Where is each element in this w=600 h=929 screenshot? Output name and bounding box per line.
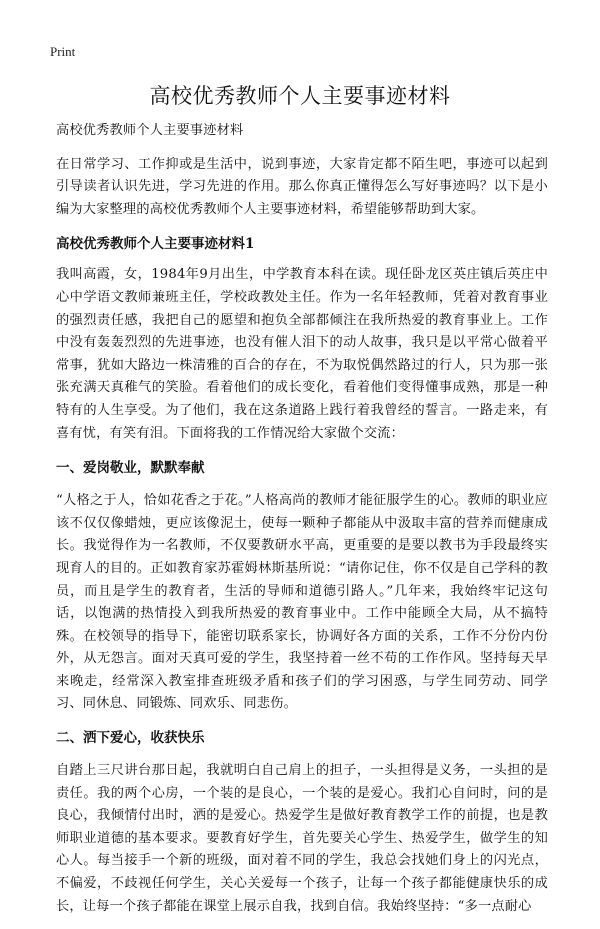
section-body-2: 自踏上三尺讲台那日起，我就明白自己肩上的担子，一头担得是义务，一头担的是责任。我的两个心房，一个装的是良心，一个装的是爱心。我扪心自问时，问的是良心，我倾情付出时，洒的是爱心。热爱学生是做好教育教学工作的前提，也是教师职业道德的基本要求。要教育好学生，首先要关心学生、热爱学生，做学生的知心人。每当接手一个新的班级，面对着不同的学生，我总会找她们身上的闪光点，不偏爱，不歧视任何学生，关心关爱每一个孩子，让每一个孩子都能健康快乐的成长，让每一个孩子都能在课堂上展示自我，找到自信。我始终坚持：“多一点耐心 — [56, 763, 548, 914]
article-heading: 高校优秀教师个人主要事迹材料1 — [56, 236, 255, 253]
intro-paragraph: 在日常学习、工作抑或是生活中，说到事迹，大家肯定都不陌生吧，事迹可以起到引导读者认识先进，学习先进的作用。那么你真正懂得怎么写好事迹吗？以下是小编为大家整理的高校优秀教师个人主要事迹材料，希望能够帮助到大家。 — [56, 156, 548, 217]
subtitle: 高校优秀教师个人主要事迹材料 — [56, 123, 244, 138]
section-heading-2: 二、洒下爱心，收获快乐 — [56, 730, 205, 747]
section-heading-1: 一、爱岗敬业，默默奉献 — [56, 460, 205, 477]
section-body-1: “人格之于人，恰如花香之于花。”人格高尚的教师才能征服学生的心。教师的职业应该不仅仅像蜡烛，更应该像泥土，使每一颗种子都能从中汲取丰富的营养而健康成长。我觉得作为一名教师，不仅要教研水平高，更重要的是要以教书为手段最终实现育人的目的。正如教育家苏霍姆林斯基所说：“请你记住，你不仅是自己学科的教员，而且是学生的教育者，生活的导师和道德引路人。”几年来，我始终牢记这句话，以饱满的热情投入到我所热爱的教育事业中。工作中能顾全大局，从不搞特殊。在校领导的指导下，能密切联系家长，协调好各方面的关系，工作不分份内份外，从无怨言。面对天真可爱的学生，我坚持着一丝不苟的工作作风。坚持每天早来晚走，经常深入教室排查班级矛盾和孩子们的学习困惑，与学生同劳动、同学习、同休息、同锻炼、同欢乐、同悲伤。 — [56, 493, 548, 712]
document-content — [56, 120, 548, 929]
page-title: 高校优秀教师个人主要事迹材料 — [149, 84, 451, 108]
print-link[interactable]: Print — [50, 44, 76, 59]
article-intro-paragraph: 我叫高霞，女，1984年9月出生，中学教育本科在读。现任卧龙区英庄镇后英庄中心中学语文教师兼班主任，学校政教处主任。作为一名年轻教师，凭着对教育事业的强烈责任感，我把自己的愿望和抱负全部都倾注在我所热爱的教育事业上。工作中没有轰轰烈烈的先进事迹，也没有催人泪下的动人故事，我只是以平常心做着平常事，犹如大路边一株清雅的百合的存在，不为取悦偶然路过的行人，只为那一张张充满天真稚气的笑脸。看着他们的成长变化，看着他们变得懂事成熟，那是一种特有的人生享受。为了他们，我在这条道路上践行着我曾经的誓言。一路走来，有喜有忧，有笑有泪。下面将我的工作情况给大家做个交流： — [56, 267, 548, 441]
